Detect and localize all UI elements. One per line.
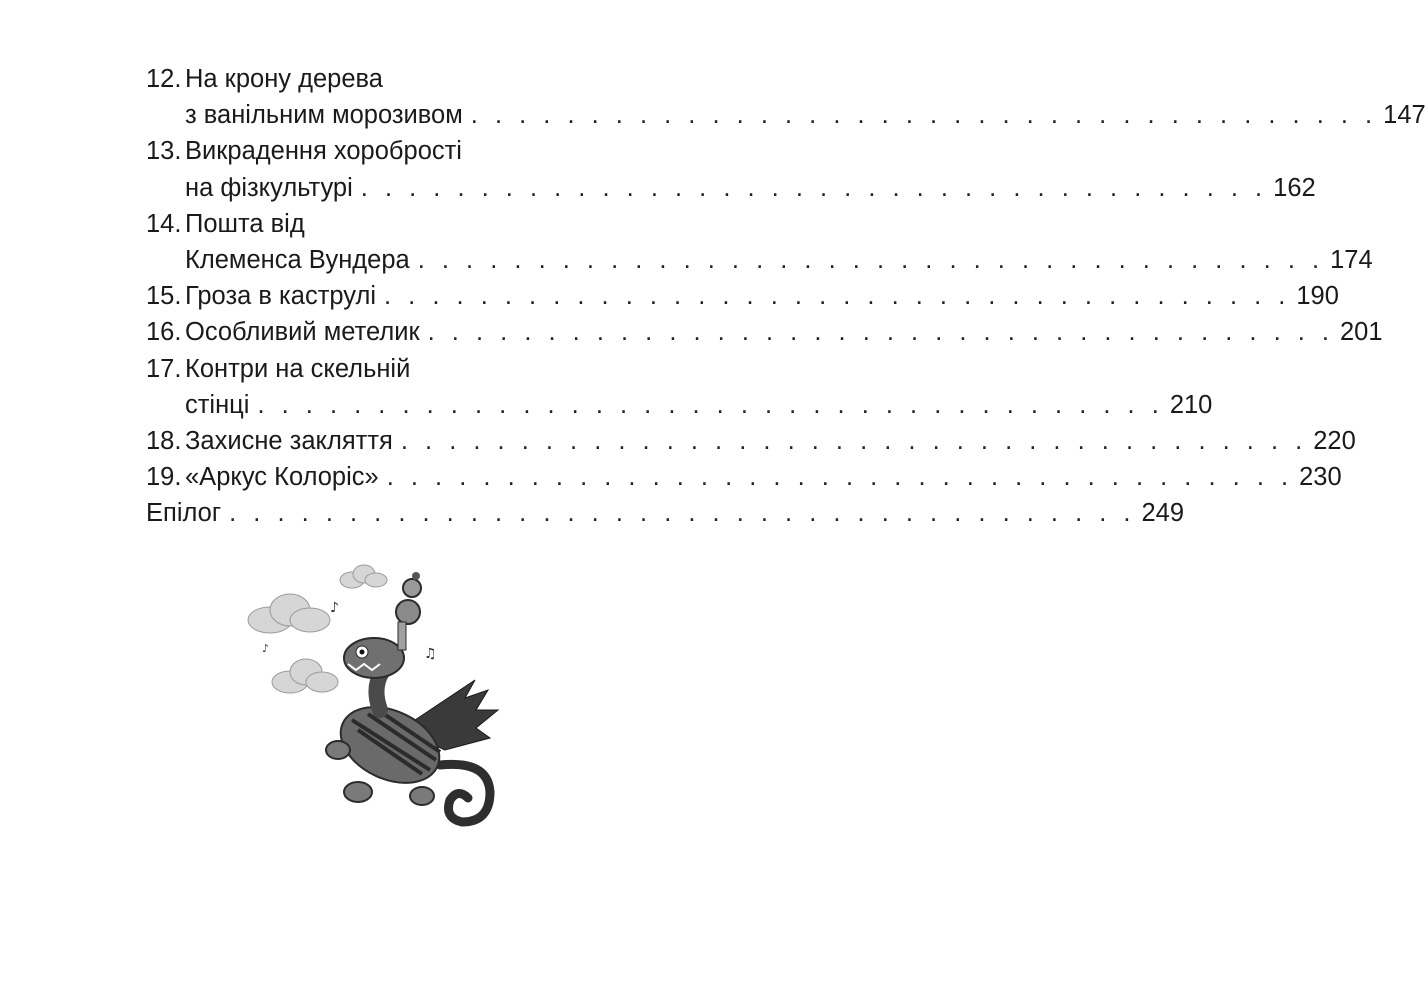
dot-leader: . . . . . . . . . . . . . . . . . . . . . . . . . . . . . . . . . . . . . . bbox=[417, 246, 1325, 275]
chapter-number: 17. bbox=[146, 354, 182, 383]
page-number: 201 bbox=[1340, 318, 1383, 347]
page-number: 147 bbox=[1383, 101, 1426, 130]
chapter-number: 19. bbox=[146, 463, 182, 492]
chapter-title: з ванільним морозивом bbox=[185, 101, 463, 130]
chapter-number: 14. bbox=[146, 209, 182, 238]
page-number: 249 bbox=[1141, 499, 1185, 528]
music-note-icon: ♪ bbox=[330, 600, 339, 616]
toc-entry bbox=[146, 351, 1213, 423]
chapter-number: 13. bbox=[146, 137, 182, 166]
dot-leader: . . . . . . . . . . . . . . . . . . . . . . . . . . . . . . . . . . . . . . bbox=[427, 318, 1334, 347]
cloud-icon bbox=[272, 659, 338, 693]
dot-leader: . . . . . . . . . . . . . . . . . . . . . . . . . . . . . . . . . . . . . . bbox=[400, 427, 1308, 456]
page-number: 220 bbox=[1313, 427, 1356, 456]
chapter-title: Гроза в каструлі bbox=[185, 282, 377, 311]
toc-entry bbox=[146, 61, 1426, 133]
chapter-title: стінці bbox=[185, 390, 250, 419]
dot-leader: . . . . . . . . . . . . . . . . . . . . . . . . . . . . . . . . . . . . . . bbox=[470, 101, 1378, 130]
dot-leader: . . . . . . . . . . . . . . . . . . . . . . . . . . . . . . . . . . . . . . bbox=[384, 282, 1291, 311]
chapter-title: Захисне закляття bbox=[185, 427, 393, 456]
toc-entry bbox=[146, 423, 1356, 459]
chapter-number: 15. bbox=[146, 282, 182, 311]
chapter-title: Клеменса Вундера bbox=[185, 246, 410, 275]
chapter-title: Викрадення хоробрості bbox=[185, 137, 462, 166]
dot-leader: . . . . . . . . . . . . . . . . . . . . . . . . . . . . . . . . . . . . . . bbox=[257, 390, 1164, 419]
dragon-tail bbox=[440, 764, 490, 822]
toc-entry bbox=[146, 314, 1383, 350]
page-number: 210 bbox=[1169, 390, 1213, 419]
dot-leader: . . . . . . . . . . . . . . . . . . . . . . . . . . . . . . . . . . . . . . bbox=[360, 173, 1268, 202]
chapter-title: Пошта від bbox=[185, 209, 305, 238]
cloud-icon bbox=[248, 594, 330, 633]
chapter-title: Епілог bbox=[146, 499, 222, 528]
chapter-number: 12. bbox=[146, 65, 182, 93]
cloud-icon bbox=[340, 565, 387, 588]
chapter-number: 18. bbox=[146, 427, 182, 456]
toc-entry bbox=[146, 278, 1339, 314]
chapter-title: на фізкультурі bbox=[185, 173, 353, 202]
dot-leader: . . . . . . . . . . . . . . . . . . . . . . . . . . . . . . . . . . . . . . bbox=[386, 463, 1294, 492]
chapter-title: На крону дерева bbox=[185, 65, 383, 93]
chapter-title: «Аркус Колоріс» bbox=[185, 463, 379, 492]
page-number: 174 bbox=[1330, 246, 1373, 275]
dragon-illustration bbox=[240, 560, 510, 845]
chapter-title: Контри на скельній bbox=[185, 354, 411, 383]
page-number: 162 bbox=[1273, 173, 1316, 202]
music-note-icon: ♪ bbox=[262, 642, 270, 655]
dot-leader: . . . . . . . . . . . . . . . . . . . . . . . . . . . . . . . . . . . . . . bbox=[229, 499, 1136, 528]
chapter-title: Особливий метелик bbox=[185, 318, 420, 347]
table-of-contents bbox=[146, 61, 1426, 532]
toc-entry bbox=[146, 206, 1373, 278]
chapter-number: 16. bbox=[146, 318, 182, 347]
toc-entry bbox=[146, 133, 1316, 205]
music-note-icon: ♫ bbox=[424, 646, 437, 662]
toc-entry bbox=[146, 495, 1185, 531]
page-number: 230 bbox=[1299, 463, 1342, 492]
toc-entry bbox=[146, 459, 1342, 495]
page-number: 190 bbox=[1296, 282, 1339, 311]
dragon-head bbox=[344, 638, 404, 678]
